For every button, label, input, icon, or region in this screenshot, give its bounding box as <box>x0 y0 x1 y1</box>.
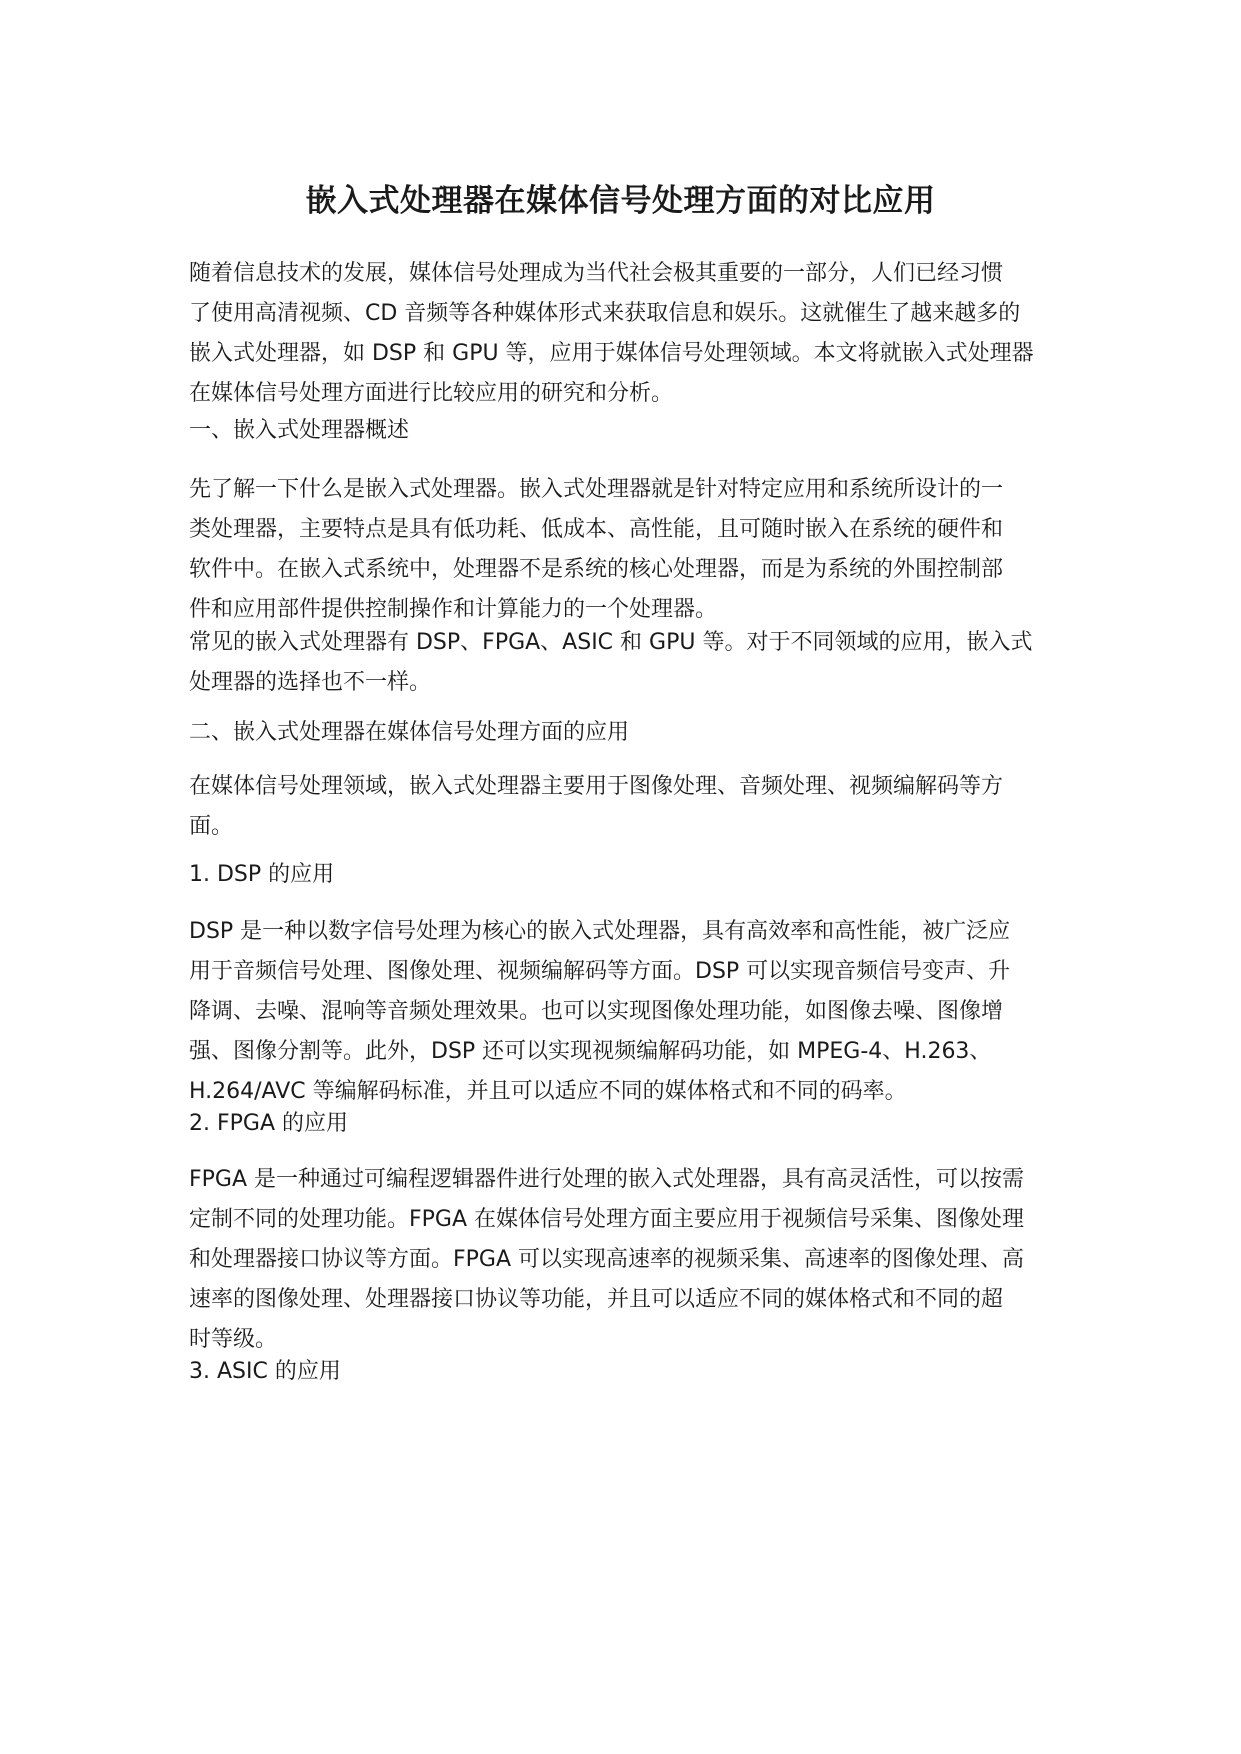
text-line: H.264/AVC 等编解码标准，并且可以适应不同的媒体格式和不同的码率。 <box>189 1079 907 1104</box>
text-line: 嵌入式处理器，如 DSP 和 GPU 等，应用于媒体信号处理领域。本文将就嵌入式处理器 <box>189 341 1034 366</box>
paragraph-dsp <box>189 912 1055 1112</box>
section-heading-applications <box>189 713 1055 753</box>
text-line: 3. ASIC 的应用 <box>189 1359 341 1384</box>
text-line: 定制不同的处理功能。FPGA 在媒体信号处理方面主要应用于视频信号采集、图像处理 <box>189 1207 1025 1232</box>
text-line: 二、嵌入式处理器在媒体信号处理方面的应用 <box>189 720 630 745</box>
text-line: 在媒体信号处理领域，嵌入式处理器主要用于图像处理、音频处理、视频编解码等方 <box>189 774 1004 799</box>
paragraph-application-areas <box>189 767 1055 847</box>
paragraph-common-types <box>189 623 1055 703</box>
text-line: 和处理器接口协议等方面。FPGA 可以实现高速率的视频采集、高速率的图像处理、高 <box>189 1247 1025 1272</box>
text-line: 处理器的选择也不一样。 <box>189 670 432 695</box>
text-line: DSP 是一种以数字信号处理为核心的嵌入式处理器，具有高效率和高性能，被广泛应 <box>189 919 1011 944</box>
text-line: 随着信息技术的发展，媒体信号处理成为当代社会极其重要的一部分，人们已经习惯 <box>189 261 1004 286</box>
paragraph-fpga <box>189 1160 1055 1360</box>
subheading-dsp <box>189 855 1055 895</box>
text-line: 速率的图像处理、处理器接口协议等功能，并且可以适应不同的媒体格式和不同的超 <box>189 1287 1004 1312</box>
text-line: 类处理器，主要特点是具有低功耗、低成本、高性能，且可随时嵌入在系统的硬件和 <box>189 517 1004 542</box>
text-line: 软件中。在嵌入式系统中，处理器不是系统的核心处理器，而是为系统的外围控制部 <box>189 557 1004 582</box>
text-line: 了使用高清视频、CD 音频等各种媒体形式来获取信息和娱乐。这就催生了越来越多的 <box>189 301 1021 326</box>
text-line: 降调、去噪、混响等音频处理效果。也可以实现图像处理功能，如图像去噪、图像增 <box>189 999 1004 1024</box>
paragraph-intro <box>189 254 1055 414</box>
text-line: 面。 <box>189 814 234 839</box>
document-title: 嵌入式处理器在媒体信号处理方面的对比应用 <box>305 183 936 219</box>
text-line: 时等级。 <box>189 1327 278 1352</box>
text-line: 件和应用部件提供控制操作和计算能力的一个处理器。 <box>189 597 718 622</box>
text-line: 先了解一下什么是嵌入式处理器。嵌入式处理器就是针对特定应用和系统所设计的一 <box>189 477 1004 502</box>
paragraph-definition <box>189 470 1055 630</box>
text-line: 2. FPGA 的应用 <box>189 1111 348 1136</box>
section-heading-overview <box>189 411 1055 451</box>
text-line: 在媒体信号处理方面进行比较应用的研究和分析。 <box>189 381 674 406</box>
text-line: 强、图像分割等。此外，DSP 还可以实现视频编解码功能，如 MPEG-4、H.263、 <box>189 1039 992 1064</box>
text-line: 一、嵌入式处理器概述 <box>189 418 410 443</box>
text-line: FPGA 是一种通过可编程逻辑器件进行处理的嵌入式处理器，具有高灵活性，可以按需 <box>189 1167 1025 1192</box>
subheading-fpga <box>189 1104 1055 1144</box>
text-line: 用于音频信号处理、图像处理、视频编解码等方面。DSP 可以实现音频信号变声、升 <box>189 959 1011 984</box>
subheading-asic <box>189 1352 1055 1392</box>
text-line: 1. DSP 的应用 <box>189 862 335 887</box>
text-line: 常见的嵌入式处理器有 DSP、FPGA、ASIC 和 GPU 等。对于不同领域的应用，嵌入式 <box>189 630 1033 655</box>
